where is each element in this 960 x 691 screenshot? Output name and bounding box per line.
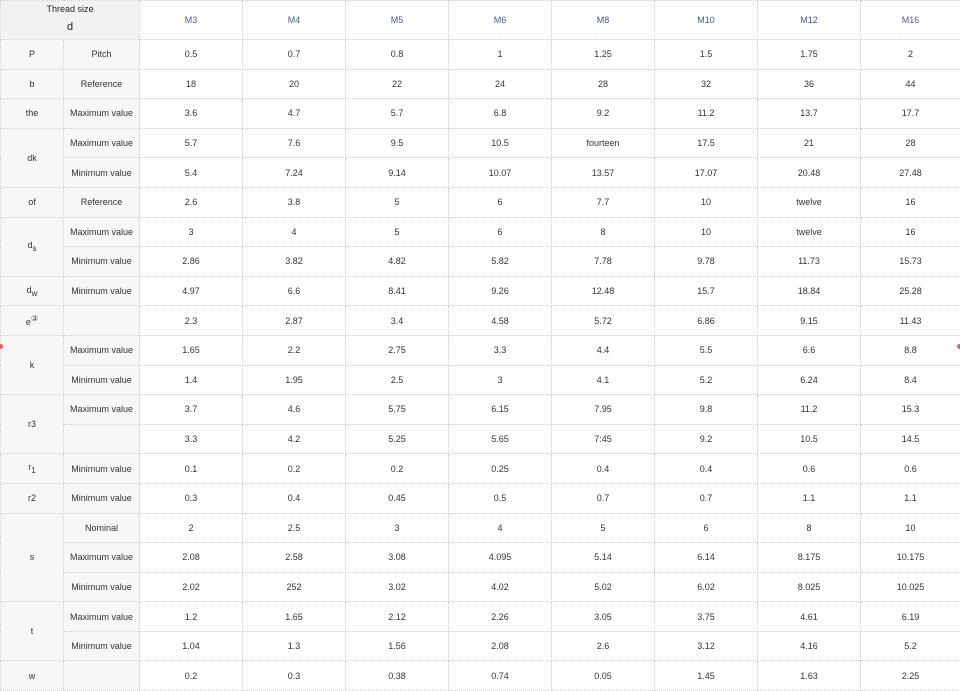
value-cell-m16: 15.73 [861, 247, 960, 277]
table-row [1, 543, 960, 573]
value-cell-m12: 4.16 [758, 631, 861, 661]
value-cell-m12: 20.48 [758, 158, 861, 188]
value-cell-m8: 5.02 [552, 572, 655, 602]
value-cell-m3: 0.3 [140, 483, 243, 513]
value-cell-m3: 2.3 [140, 306, 243, 336]
value-type-label: Reference [64, 187, 140, 217]
value-cell-m8: 0.7 [552, 483, 655, 513]
value-cell-m10: 1.5 [655, 40, 758, 70]
value-cell-m12: twelve [758, 217, 861, 247]
value-cell-m16: 25.28 [861, 276, 960, 306]
value-cell-m16: 44 [861, 69, 960, 99]
value-cell-m6: 0.5 [449, 483, 552, 513]
value-cell-m4: 0.2 [243, 454, 346, 484]
value-cell-m10: 3.75 [655, 602, 758, 632]
value-cell-m10: 0.7 [655, 483, 758, 513]
value-cell-m12: 0.6 [758, 454, 861, 484]
symbol-text: dk [27, 152, 37, 163]
value-cell-m16: 2.25 [861, 661, 960, 691]
table-row [1, 631, 960, 661]
value-cell-m4: 0.3 [243, 661, 346, 691]
value-cell-m12: 1.75 [758, 40, 861, 70]
value-type-label [64, 306, 140, 336]
value-type-label: Minimum value [64, 365, 140, 395]
symbol-text: s [29, 552, 35, 563]
value-cell-m4: 7.24 [243, 158, 346, 188]
value-cell-m3: 0.2 [140, 661, 243, 691]
table-row [1, 454, 960, 484]
value-cell-m8: 4.1 [552, 365, 655, 395]
size-header-m5: M5 [346, 1, 449, 40]
value-cell-m6: 3 [449, 365, 552, 395]
value-cell-m10: 17.5 [655, 128, 758, 158]
value-cell-m10: 10 [655, 187, 758, 217]
value-cell-m5: 8.41 [346, 276, 449, 306]
value-cell-m3: 1.65 [140, 335, 243, 365]
symbol-text: w [28, 670, 36, 681]
value-cell-m8: 5.72 [552, 306, 655, 336]
value-cell-m16: 6.19 [861, 602, 960, 632]
value-cell-m8: 13.57 [552, 158, 655, 188]
value-type-label: Minimum value [64, 631, 140, 661]
value-cell-m3: 3.7 [140, 395, 243, 425]
value-cell-m4: 6.6 [243, 276, 346, 306]
value-cell-m8: 28 [552, 69, 655, 99]
size-header-m16: M16 [861, 1, 960, 40]
value-cell-m10: 6.14 [655, 543, 758, 573]
value-cell-m5: 3.4 [346, 306, 449, 336]
value-cell-m16: 10 [861, 513, 960, 543]
symbol-cell [1, 335, 64, 394]
symbol-text: d [26, 284, 32, 295]
value-cell-m5: 2.75 [346, 335, 449, 365]
value-cell-m5: 9.14 [346, 158, 449, 188]
value-cell-m4: 2.58 [243, 543, 346, 573]
table-row [1, 513, 960, 543]
table-row [1, 247, 960, 277]
value-cell-m4: 2.87 [243, 306, 346, 336]
value-cell-m4: 2.5 [243, 513, 346, 543]
value-cell-m12: 6.24 [758, 365, 861, 395]
value-cell-m5: 5.25 [346, 424, 449, 454]
value-type-label [64, 661, 140, 691]
value-cell-m16: 2 [861, 40, 960, 70]
value-type-label: Maximum value [64, 543, 140, 573]
value-type-label: Maximum value [64, 128, 140, 158]
symbol-subscript: 1 [31, 466, 36, 476]
value-cell-m12: 11.73 [758, 247, 861, 277]
value-cell-m10: 9.8 [655, 395, 758, 425]
value-cell-m16: 0.6 [861, 454, 960, 484]
symbol-cell [1, 602, 64, 661]
symbol-text: P [28, 49, 35, 60]
value-cell-m10: 11.2 [655, 99, 758, 129]
value-cell-m6: 9.26 [449, 276, 552, 306]
value-cell-m6: 0.74 [449, 661, 552, 691]
value-cell-m5: 22 [346, 69, 449, 99]
table-row [1, 69, 960, 99]
table-row [1, 276, 960, 306]
value-cell-m4: 3.82 [243, 247, 346, 277]
value-cell-m6: 6 [449, 217, 552, 247]
value-cell-m5: 1.56 [346, 631, 449, 661]
table-row [1, 306, 960, 336]
value-cell-m12: 36 [758, 69, 861, 99]
symbol-text: of [28, 197, 36, 208]
value-cell-m10: 0.4 [655, 454, 758, 484]
symbol-cell [1, 128, 64, 187]
value-type-label: Maximum value [64, 395, 140, 425]
value-cell-m4: 4 [243, 217, 346, 247]
value-cell-m5: 0.38 [346, 661, 449, 691]
value-cell-m16: 16 [861, 217, 960, 247]
value-cell-m5: 3.08 [346, 543, 449, 573]
value-cell-m3: 2 [140, 513, 243, 543]
symbol-cell [1, 395, 64, 454]
symbol-cell [1, 454, 64, 484]
value-cell-m16: 10.175 [861, 543, 960, 573]
value-cell-m4: 0.4 [243, 483, 346, 513]
value-type-label: Minimum value [64, 158, 140, 188]
table-row [1, 661, 960, 691]
value-cell-m8: 0.05 [552, 661, 655, 691]
value-cell-m8: fourteen [552, 128, 655, 158]
value-cell-m6: 4.58 [449, 306, 552, 336]
value-cell-m10: 6.02 [655, 572, 758, 602]
symbol-subscript: s [32, 244, 37, 254]
value-cell-m12: 8 [758, 513, 861, 543]
value-cell-m6: 6 [449, 187, 552, 217]
table-row [1, 335, 960, 365]
value-cell-m10: 6.86 [655, 306, 758, 336]
value-cell-m5: 5.75 [346, 395, 449, 425]
size-header-m3: M3 [140, 1, 243, 40]
value-cell-m3: 18 [140, 69, 243, 99]
value-cell-m12: 11.2 [758, 395, 861, 425]
value-type-label [64, 424, 140, 454]
value-type-label: Nominal [64, 513, 140, 543]
value-cell-m10: 5.2 [655, 365, 758, 395]
value-cell-m6: 2.08 [449, 631, 552, 661]
table-row [1, 217, 960, 247]
symbol-text: k [29, 360, 35, 371]
value-cell-m6: 10.5 [449, 128, 552, 158]
value-cell-m4: 4.2 [243, 424, 346, 454]
table-row [1, 365, 960, 395]
value-cell-m16: 8.4 [861, 365, 960, 395]
value-cell-m10: 10 [655, 217, 758, 247]
table-row [1, 395, 960, 425]
value-cell-m16: 16 [861, 187, 960, 217]
value-cell-m8: 8 [552, 217, 655, 247]
value-cell-m8: 3.05 [552, 602, 655, 632]
value-cell-m12: 8.175 [758, 543, 861, 573]
value-cell-m8: 5 [552, 513, 655, 543]
value-cell-m8: 7:45 [552, 424, 655, 454]
value-cell-m8: 2.6 [552, 631, 655, 661]
table-row [1, 602, 960, 632]
value-cell-m5: 0.45 [346, 483, 449, 513]
value-cell-m12: 13.7 [758, 99, 861, 129]
value-cell-m8: 1.25 [552, 40, 655, 70]
table-row [1, 158, 960, 188]
value-cell-m5: 2.5 [346, 365, 449, 395]
value-cell-m8: 12.48 [552, 276, 655, 306]
value-cell-m5: 5.7 [346, 99, 449, 129]
value-cell-m6: 2.26 [449, 602, 552, 632]
value-cell-m10: 17.07 [655, 158, 758, 188]
value-cell-m5: 0.8 [346, 40, 449, 70]
symbol-text: d [27, 240, 33, 251]
symbol-text: r2 [27, 493, 36, 504]
value-cell-m12: 1.63 [758, 661, 861, 691]
size-header-m12: M12 [758, 1, 861, 40]
value-cell-m12: 21 [758, 128, 861, 158]
value-cell-m6: 5.82 [449, 247, 552, 277]
value-cell-m3: 0.5 [140, 40, 243, 70]
size-header-m10: M10 [655, 1, 758, 40]
value-cell-m6: 4.02 [449, 572, 552, 602]
symbol-text: e [25, 317, 31, 328]
table-row [1, 40, 960, 70]
symbol-subscript: w [31, 288, 38, 298]
value-cell-m3: 3.6 [140, 99, 243, 129]
value-cell-m10: 32 [655, 69, 758, 99]
value-type-label: Minimum value [64, 454, 140, 484]
value-cell-m4: 2.2 [243, 335, 346, 365]
value-cell-m16: 15.3 [861, 395, 960, 425]
value-cell-m5: 5 [346, 187, 449, 217]
value-cell-m16: 5.2 [861, 631, 960, 661]
value-cell-m10: 1.45 [655, 661, 758, 691]
symbol-cell [1, 276, 64, 306]
value-cell-m6: 3.3 [449, 335, 552, 365]
value-cell-m8: 9.2 [552, 99, 655, 129]
symbol-cell [1, 69, 64, 99]
value-cell-m6: 0.25 [449, 454, 552, 484]
value-type-label: Pitch [64, 40, 140, 70]
value-cell-m3: 3 [140, 217, 243, 247]
value-cell-m10: 9.2 [655, 424, 758, 454]
value-cell-m6: 6.15 [449, 395, 552, 425]
value-cell-m5: 9.5 [346, 128, 449, 158]
value-type-label: Minimum value [64, 276, 140, 306]
size-header-m4: M4 [243, 1, 346, 40]
value-cell-m3: 5.4 [140, 158, 243, 188]
table-row [1, 424, 960, 454]
value-cell-m4: 4.6 [243, 395, 346, 425]
value-cell-m6: 24 [449, 69, 552, 99]
value-type-label: Maximum value [64, 335, 140, 365]
value-cell-m4: 252 [243, 572, 346, 602]
value-cell-m8: 4.4 [552, 335, 655, 365]
value-cell-m5: 0.2 [346, 454, 449, 484]
value-cell-m12: 18.84 [758, 276, 861, 306]
value-cell-m3: 0.1 [140, 454, 243, 484]
value-cell-m8: 0.4 [552, 454, 655, 484]
value-cell-m3: 2.86 [140, 247, 243, 277]
value-cell-m6: 10.07 [449, 158, 552, 188]
symbol-cell [1, 483, 64, 513]
value-cell-m10: 5.5 [655, 335, 758, 365]
value-type-label: Minimum value [64, 483, 140, 513]
table-row [1, 128, 960, 158]
value-cell-m4: 1.65 [243, 602, 346, 632]
symbol-text: r [28, 462, 32, 473]
value-cell-m4: 1.3 [243, 631, 346, 661]
value-cell-m12: 4.61 [758, 602, 861, 632]
value-cell-m12: 10.5 [758, 424, 861, 454]
value-cell-m10: 9.78 [655, 247, 758, 277]
value-cell-m16: 8.8 [861, 335, 960, 365]
value-cell-m5: 5 [346, 217, 449, 247]
value-cell-m4: 20 [243, 69, 346, 99]
value-cell-m3: 2.6 [140, 187, 243, 217]
thread-size-header [1, 1, 140, 40]
table-row [1, 483, 960, 513]
value-cell-m4: 4.7 [243, 99, 346, 129]
value-type-label: Maximum value [64, 217, 140, 247]
value-cell-m6: 4.095 [449, 543, 552, 573]
header-row [1, 1, 960, 40]
value-cell-m4: 7.6 [243, 128, 346, 158]
value-cell-m6: 6.8 [449, 99, 552, 129]
value-cell-m8: 7.78 [552, 247, 655, 277]
value-cell-m10: 3.12 [655, 631, 758, 661]
symbol-text: b [29, 78, 35, 89]
value-cell-m5: 3.02 [346, 572, 449, 602]
symbol-text: r3 [27, 419, 36, 430]
value-cell-m16: 28 [861, 128, 960, 158]
symbol-cell [1, 306, 64, 336]
thread-size-symbol: d [66, 21, 74, 33]
value-cell-m4: 3.8 [243, 187, 346, 217]
symbol-cell [1, 217, 64, 276]
value-cell-m16: 11.43 [861, 306, 960, 336]
table-row [1, 187, 960, 217]
value-cell-m3: 3.3 [140, 424, 243, 454]
value-cell-m3: 2.08 [140, 543, 243, 573]
table-row [1, 572, 960, 602]
value-cell-m3: 1.4 [140, 365, 243, 395]
value-cell-m12: 1.1 [758, 483, 861, 513]
symbol-cell [1, 187, 64, 217]
value-cell-m3: 4.97 [140, 276, 243, 306]
symbol-cell [1, 40, 64, 70]
value-cell-m5: 4.82 [346, 247, 449, 277]
size-header-m8: M8 [552, 1, 655, 40]
size-header-m6: M6 [449, 1, 552, 40]
value-cell-m8: 7.7 [552, 187, 655, 217]
value-cell-m6: 4 [449, 513, 552, 543]
value-type-label: Minimum value [64, 247, 140, 277]
value-cell-m12: 6.6 [758, 335, 861, 365]
value-cell-m5: 3 [346, 513, 449, 543]
symbol-cell [1, 513, 64, 602]
value-cell-m16: 10.025 [861, 572, 960, 602]
value-cell-m16: 14.5 [861, 424, 960, 454]
value-cell-m4: 0.7 [243, 40, 346, 70]
value-cell-m12: twelve [758, 187, 861, 217]
value-cell-m4: 1.95 [243, 365, 346, 395]
value-cell-m5: 2.12 [346, 602, 449, 632]
value-cell-m12: 9.15 [758, 306, 861, 336]
value-cell-m3: 1.2 [140, 602, 243, 632]
value-cell-m3: 2.02 [140, 572, 243, 602]
value-cell-m3: 1.04 [140, 631, 243, 661]
footnote-marker: ③ [30, 314, 39, 324]
symbol-cell [1, 661, 64, 691]
value-type-label: Maximum value [64, 602, 140, 632]
value-type-label: Minimum value [64, 572, 140, 602]
value-cell-m10: 15.7 [655, 276, 758, 306]
value-type-label: Reference [64, 69, 140, 99]
table-row [1, 99, 960, 129]
value-type-label: Maximum value [64, 99, 140, 129]
value-cell-m16: 27.48 [861, 158, 960, 188]
value-cell-m8: 7.95 [552, 395, 655, 425]
symbol-text: the [25, 108, 39, 119]
symbol-cell [1, 99, 64, 129]
value-cell-m6: 5.65 [449, 424, 552, 454]
value-cell-m6: 1 [449, 40, 552, 70]
value-cell-m16: 17.7 [861, 99, 960, 129]
value-cell-m3: 5.7 [140, 128, 243, 158]
value-cell-m16: 1.1 [861, 483, 960, 513]
value-cell-m12: 8.025 [758, 572, 861, 602]
value-cell-m8: 5.14 [552, 543, 655, 573]
value-cell-m10: 6 [655, 513, 758, 543]
thread-size-label: Thread size [46, 4, 94, 14]
symbol-text: t [30, 626, 34, 637]
